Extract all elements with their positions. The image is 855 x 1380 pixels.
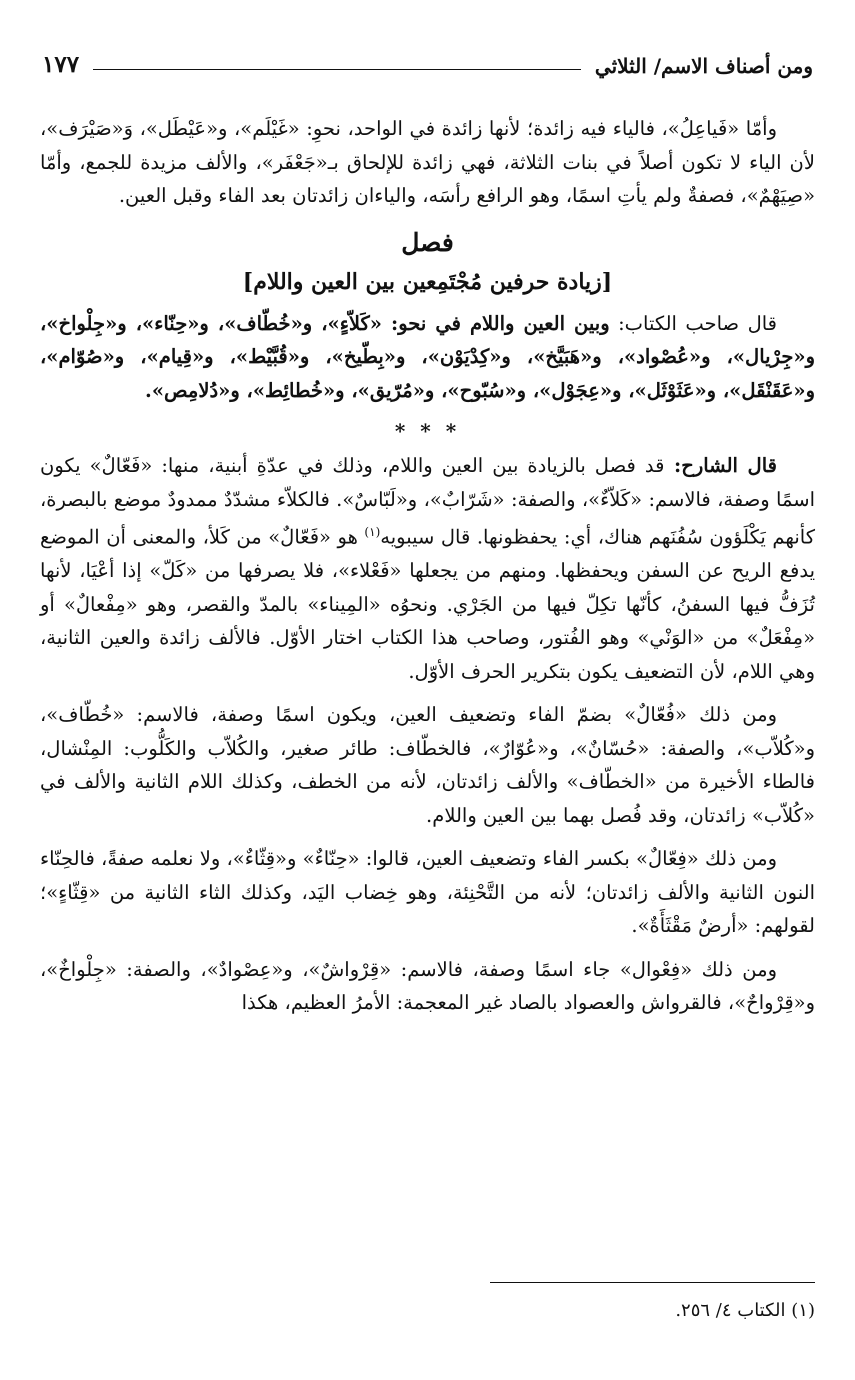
section-subheading: [زيادة حرفين مُجْتَمِعين بين العين واللام]: [242, 268, 613, 295]
footnote: (١) الكتاب ٤/ ٢٥٦.: [675, 1300, 815, 1321]
paragraph-intro: وأمّا «فَياعِلُ»، فالياء فيه زائدة؛ لأنها زائدة في الواحد، نحوِ: «غَيْلَم»، و«عَيْطَل»، وَ«صَيْرَف»، لأن الياء لا تكون أصلاً في بنات الثلاثة، فهي زائدة للإلحاق بـ«جَعْفَر»، والألف مزيدة للجمع، وأمّا «صِيَهْمٌ»، فصفةٌ ولم يأتِ اسمًا، وهو الرافع رأسَه، والياءان زائدتان بعد الفاء وقبل العين.: [40, 117, 815, 207]
commentary-paragraph-1: [40, 449, 815, 688]
footnote-rule: [490, 1282, 815, 1283]
page-number: ١٧٧: [42, 51, 80, 78]
author-quote: [40, 307, 815, 408]
section-heading: فصل: [401, 227, 454, 257]
author-label: قال صاحب الكتاب:: [609, 311, 777, 335]
commentary-paragraph-2: ومن ذلك «فُعّالٌ» بضمّ الفاء وتضعيف العين، ويكون اسمًا وصفة، فالاسم: «خُطّاف»، و«كُلاّب»، والصفة: «حُسّانٌ»، و«عُوّارٌ»، فالخطّاف: طائر صغير، والكُلاّب والكَلُّوب: المِنْشال، فالطاء الأخيرة من «الخطّاف» والألف زائدتان، لأنه من الخطف، وكذلك اللام الثانية والألف في «كُلاّب» زائدتان، وقد فُصل بهما بين العين واللام.: [40, 703, 815, 827]
commentary-text-1b: هو «فَعّالٌ» من كَلأ، والمعنى أن الموضع يدفع الريح عن السفن ويحفظها. ومنهم من يجعلها «فَعْلاء»، فلا يصرفها من «كَلّ» إذا أعْيَا، لأنها تُزَفُّ فيها السفنُ، كأنّها تكِلّ فيها من الجَرْي. ونحوُه «المِيناء» بالمدّ والقصر، وهو «مِفْعالٌ» أو «مِفْعَلٌ» من «الوَنْي» وهو الفُتور، وصاحب هذا الكتاب اختار الأوّل. فالألف زائدة والعين الثانية، وهي اللام، لأن التضعيف يكون بتكرير الحرف الأوّل.: [40, 525, 815, 683]
footnote-ref: (١): [364, 525, 381, 539]
separator-stars: * * *: [394, 419, 461, 443]
commentary-paragraph-4: ومن ذلك «فِعْوال» جاء اسمًا وصفة، فالاسم: «قِرْواشٌ»، و«عِصْوادٌ»، والصفة: «جِلْواخٌ»، و«قِرْواحٌ»، فالقرواش والعصواد بالصاد غير المعجمة: الأمرُ العظيم، هكذا: [40, 957, 815, 1014]
commentary-paragraph-3: ومن ذلك «فِعّالٌ» بكسر الفاء وتضعيف العين، قالوا: «حِنّاءٌ» و«قِثّاءٌ»، ولا نعلمه صفةً، فالحِنّاء النون الثانية والألف زائدتان؛ لأنه من التَّحْنِئة، وهو خِضاب اليَد، وكذلك الثاء الثانية من «قِثّاءٍ»؛ لقولهم: «أرضٌ مَقْثَأَةٌ».: [40, 847, 815, 937]
running-title: ومن أصناف الاسم/ الثلاثي: [594, 54, 813, 78]
main-text: [40, 112, 815, 1030]
header-rule: [93, 69, 581, 70]
commentator-label: قال الشارح:: [664, 454, 777, 477]
commentary-text-1a: قد فصل بالزيادة بين العين واللام، وذلك في عدّةِ أبنية، منها: «فَعّالٌ» يكون اسمًا وصفة، فالاسم: «كَلاّءٌ»، والصفة: «شَرّابٌ»، و«لَبّاسٌ». فالكلاّء مشدّدٌ ممدودٌ موضع بالبصرة، كأنهم يَكْلَؤون سُفُنَهم هناك، أي: يحفظونها. قال سيبويه: [40, 454, 815, 549]
running-head: [42, 48, 813, 78]
author-quote-body: وبين العين واللام في نحو: «كَلاّءٍ»، و«خُطّاف»، و«حِنّاء»، و«جِلْواخ»، و«جِرْيال»، و«عُصْواد»، و«هَبَيَّخ»، و«كِدْيَوْن»، و«بِطّيخ»، و«قُبَّيْط»، و«قِيام»، و«صُوّام»، و«عَقَنْقَل»، و«عَثَوْثَل»، و«عِجَوْل»، و«سُبّوح»، و«مُرّيق»، و«خُطائِط»، و«دُلامِص».: [40, 311, 815, 402]
